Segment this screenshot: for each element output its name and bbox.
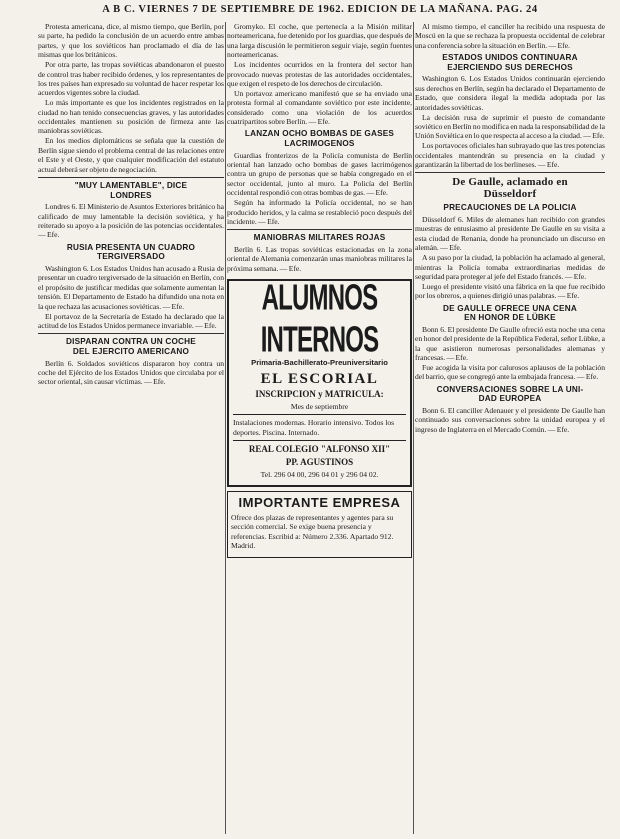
article-paragraph: Berlín 6. Las tropas soviéticas estacionadas en la zona oriental de Alemania comenzarán unas maniobras militares la próxima semana. — Efe. [227, 245, 412, 273]
ad-place: EL ESCORIAL [260, 371, 379, 388]
article-paragraph: Washington 6. Los Estados Unidos han acusado a Rusia de presentar un cuadro tergiversado de la situación en Berlín, con el propósito de justificar medidas que solamente aumentan la tensión. El Departamento de Estado ha difundido una nota en la que rechaza las acusaciones soviéticas. — Efe. [38, 264, 224, 311]
article-paragraph: En los medios diplomáticos se señala que la cuestión de Berlín sigue siendo el problema central de las relaciones entre el Este y el Oeste, y que cualquier modificación del estatuto actual deberá ser objeto de negociación. [38, 136, 224, 174]
ad-title: ALUMNOS INTERNOS [260, 278, 379, 361]
headline-estados-unidos [415, 53, 605, 72]
ad-phones: Tel. 296 04 00, 296 04 01 y 296 04 02. [260, 470, 379, 480]
article-paragraph: Los portavoces oficiales han subrayado que las tres potencias occidentales mantendrán su presencia en la ciudad y garantizarán la libertad de los berlineses. — Efe. [415, 141, 605, 170]
article-paragraph: A su paso por la ciudad, la población ha aclamado al general, mientras la Policía tomaba extraordinarias medidas de seguridad para proteger al jefe del Estado francés. — Efe. [415, 253, 605, 281]
headline-line: ESTADOS UNIDOS CONTINUARA [442, 53, 578, 63]
headline-line: Düsseldorf [483, 188, 537, 201]
ad-college: REAL COLEGIO "ALFONSO XII" [248, 444, 391, 455]
headline-line: LACRIMOGENOS [284, 139, 355, 149]
article-paragraph: Londres 6. El Ministerio de Asuntos Exteriores británico ha calificado de muy lamentable la decisión soviética, y ha reiterado su apoyo a la posición de las potencias occidentales. — Efe. [38, 202, 224, 240]
ad2-title: IMPORTANTE EMPRESA [238, 495, 401, 511]
headline-line: EJERCIENDO SUS DERECHOS [447, 62, 573, 72]
headline-line: DISPARAN CONTRA UN COCHE [66, 337, 196, 347]
ad-divider [233, 440, 406, 441]
headline-line: "MUY LAMENTABLE", DICE [74, 181, 188, 190]
headline-line: DAD EUROPEA [478, 394, 542, 404]
divider [227, 229, 412, 230]
divider [38, 333, 224, 334]
subheadline-precauciones: PRECAUCIONES DE LA POLICIA [443, 203, 577, 213]
article-paragraph: Por otra parte, las tropas soviéticas abandonaron el puesto de control tras haber recibido órdenes, y los representantes de los tres países han expresado su voluntad de hacer respetar los acuerdos vigentes sobre la ciudad. [38, 60, 224, 98]
ad-enroll: INSCRIPCION y MATRICULA: [255, 389, 384, 400]
article-paragraph: Berlín 6. Soldados soviéticos dispararon hoy contra un coche del Ejército de los Estados Unidos que circulaba por el sector oriental, sin causar víctimas. — Efe. [38, 358, 224, 387]
headline-muy-lamentable [38, 181, 224, 200]
advertisement-importante-empresa [227, 491, 412, 558]
headline-line: LONDRES [110, 190, 152, 200]
headline-line: EN HONOR DE LÜBKE [464, 313, 556, 323]
article-paragraph: Bonn 6. El canciller Adenauer y el presidente De Gaulle han continuado sus conversaciones sobre la unidad europea y el ingreso de Inglaterra en el Mercado Común. — Efe. [415, 406, 605, 434]
divider [38, 177, 224, 178]
ad-fathers: PP. AGUSTINOS [285, 457, 354, 468]
article-paragraph: Protesta americana, dice, al mismo tiempo, que Berlín, por su parte, ha pedido la conclusión de un acuerdo entre ambas partes, y que los soviéticos han proclamado el día de las mismas que los británicos. [38, 22, 224, 60]
masthead: A B C. VIERNES 7 DE SEPTIEMBRE DE 1962. EDICION DE LA MAÑANA. PAG. 24 [102, 4, 538, 15]
column-3 [415, 22, 605, 836]
column-2 [227, 22, 412, 836]
headline-line: DE GAULLE OFRECE UNA CENA [443, 303, 577, 313]
column-1 [38, 22, 224, 836]
article-paragraph: Un portavoz americano manifestó que se ha enviado una protesta formal al comandante soviético por este incidente, considerado como una violación de los acuerdos cuatripartitos sobre Berlín. — Efe. [227, 88, 412, 127]
ad-description: Instalaciones modernas. Horario intensivo. Todos los deportes. Piscina. Internado. [233, 418, 395, 437]
column-rule [413, 22, 414, 834]
headline-de-gaulle [415, 176, 605, 200]
ad2-text: Ofrece dos plazas de representantes y agentes para su sección comercial. Se exige buena presencia y referencias. Escribid a: Número 2.336. Apartado 912. Madrid. [231, 513, 394, 551]
advertisement-alumnos-internos [227, 279, 412, 487]
article-paragraph: Fue acogida la visita por calurosos aplausos de la población del barrio, que se congregó ante la embajada francesa. — Efe. [415, 363, 605, 382]
article-paragraph: Washington 6. Los Estados Unidos continuarán ejerciendo sus derechos en Berlín, según ha declarado el Departamento de Estado, que considera ilegal la medida adoptada por las autoridades soviéticas. [415, 74, 605, 112]
article-paragraph: Bonn 6. El presidente De Gaulle ofreció esta noche una cena en honor del presidente de la República Federal, señor Lübke, a la que asistieron numerosas personalidades alemanas y francesas. — Efe. [415, 324, 605, 363]
headline-unidad-europea [415, 385, 605, 404]
article-paragraph: Según ha informado la Policía occidental, no se han producido heridos, y la calma se restableció poco después del incidente. — Efe. [227, 198, 412, 226]
ad-subtitle: Primaria-Bachillerato-Preuniversitario [251, 358, 388, 368]
article-paragraph: Luego el presidente visitó una fábrica en la que fue recibido por los obreros, a quienes dirigió unas palabras. — Efe. [415, 281, 605, 301]
headline-disparan [38, 337, 224, 356]
article-paragraph: Al mismo tiempo, el canciller ha recibido una respuesta de Moscú en la que se rechaza la propuesta occidental de celebrar una conferencia sobre la situación en Berlín. — Efe. [415, 22, 605, 50]
article-paragraph: Gromyko. El coche, que pertenecía a la Misión militar norteamericana, fue detenido por los guardias, que después de una larga discusión le permitieron seguir viaje, según fuentes norteamericanas. [227, 22, 412, 60]
ad-month: Mes de septiembre [290, 402, 349, 412]
headline-maniobras: MANIOBRAS MILITARES ROJAS [253, 233, 386, 243]
ad-divider [233, 414, 406, 415]
article-paragraph: Lo más importante es que los incidentes registrados en la ciudad no han tenido consecuencias graves, y las autoridades occidentales mantienen su posición de firmeza ante las maniobras soviéticas. [38, 98, 224, 136]
headline-line: TERGIVERSADO [97, 252, 165, 262]
article-paragraph: El portavoz de la Secretaría de Estado ha declarado que la actitud de los Estados Unidos permanece invariable. — Efe. [38, 311, 224, 330]
column-rule [225, 22, 226, 834]
headline-line: DEL EJERCITO AMERICANO [72, 346, 190, 356]
headline-line: De Gaulle, aclamado en [452, 176, 568, 189]
article-paragraph: Guardias fronterizos de la Policía comunista de Berlín oriental han lanzado ocho bombas de gases lacrimógenos contra un grupo de personas que se había congregado en el sector occidental, junto al muro. La Policía del Berlín occidental respondió con otras bombas de gas. — Efe. [227, 150, 412, 198]
headline-cena-lubke [415, 304, 605, 323]
headline-line: RUSIA PRESENTA UN CUADRO [66, 242, 196, 252]
headline-line: LANZAN OCHO BOMBAS DE GASES [244, 129, 395, 139]
headline-rusia-presenta [38, 243, 224, 262]
headline-line: CONVERSACIONES SOBRE LA UNI- [436, 384, 584, 394]
article-paragraph: Los incidentes ocurridos en la frontera del sector han provocado nuevas protestas de las autoridades occidentales, que exigen el respeto de los derechos de circulación. [227, 60, 412, 88]
article-paragraph: Düsseldorf 6. Miles de alemanes han recibido con grandes muestras de entusiasmo al presidente De Gaulle en su visita a esta ciudad de Renania, donde ha pronunciado un discurso en alemán. — Efe. [415, 215, 605, 253]
divider [415, 172, 605, 173]
headline-lanzan-bombas [227, 129, 412, 148]
article-paragraph: La decisión rusa de suprimir el puesto de comandante soviético en Berlín no modifica en nada la responsabilidad de la Unión Soviética en lo que respecta al acceso a la ciudad. — Efe. [415, 112, 605, 141]
